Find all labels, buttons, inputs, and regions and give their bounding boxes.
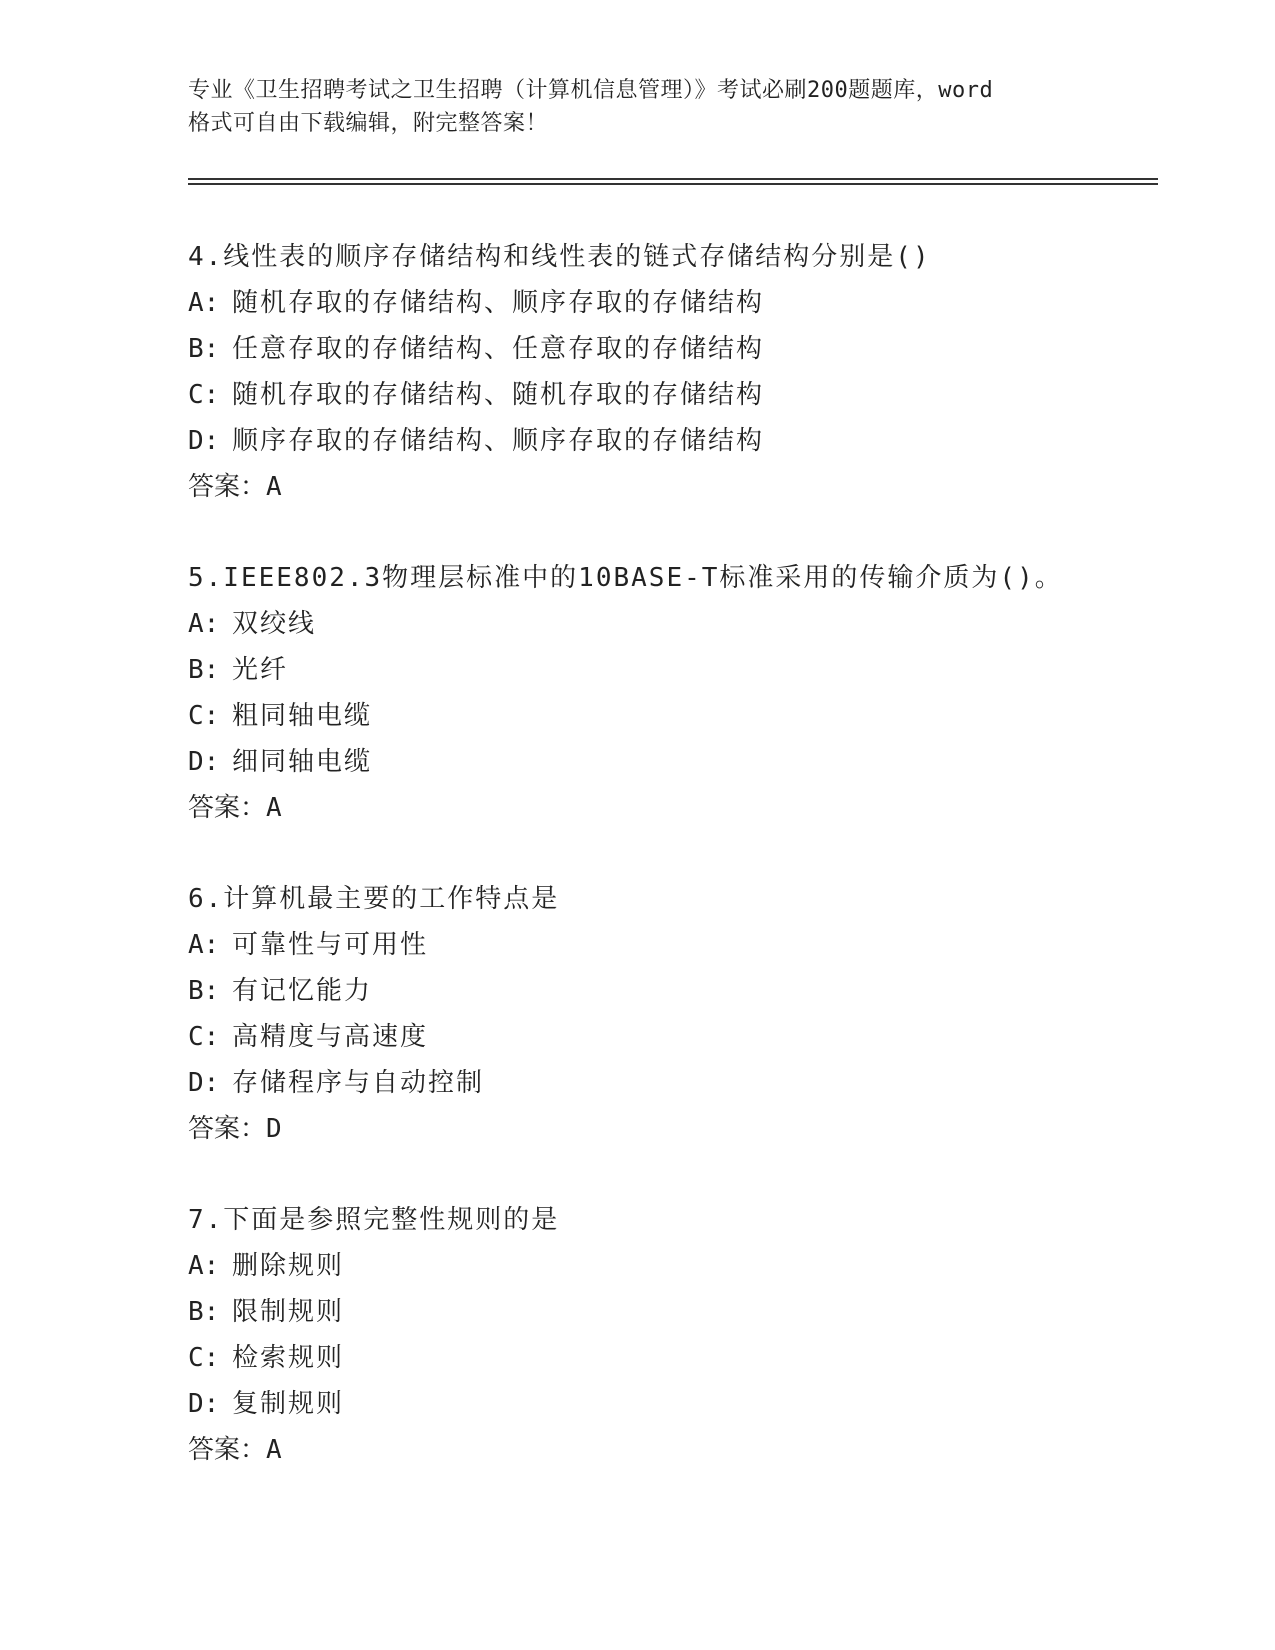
option-letter: B: [188, 334, 220, 364]
option-c [188, 372, 1168, 418]
option-letter: A: [188, 930, 220, 960]
option-letter: B: [188, 655, 220, 685]
option-letter: C: [188, 380, 220, 410]
option-text: 限制规则 [232, 1297, 345, 1327]
option-text: 高精度与高速度 [232, 1022, 429, 1052]
question-stem: 7.下面是参照完整性规则的是 [188, 1205, 560, 1235]
option-c [188, 1335, 1168, 1381]
option-a [188, 922, 1168, 968]
option-letter: A: [188, 1251, 220, 1281]
option-letter: D: [188, 747, 220, 777]
question-block-7 [188, 1197, 1168, 1473]
option-d [188, 1381, 1168, 1427]
question-block-6 [188, 876, 1168, 1152]
option-a [188, 1243, 1168, 1289]
option-text: 删除规则 [232, 1251, 345, 1281]
option-b [188, 968, 1168, 1014]
option-letter: C: [188, 1343, 220, 1373]
option-text: 任意存取的存储结构、任意存取的存储结构 [232, 334, 765, 364]
option-letter: C: [188, 1022, 220, 1052]
header-divider-top [188, 178, 1158, 180]
option-text: 双绞线 [232, 609, 317, 639]
question-stem: 6.计算机最主要的工作特点是 [188, 884, 560, 914]
option-b [188, 326, 1168, 372]
question-block-4 [188, 234, 1168, 510]
question-stem: 4.线性表的顺序存储结构和线性表的链式存储结构分别是() [188, 242, 931, 272]
option-text: 顺序存取的存储结构、顺序存取的存储结构 [232, 426, 765, 456]
option-letter: D: [188, 426, 220, 456]
question-block-5 [188, 555, 1168, 831]
option-letter: B: [188, 976, 220, 1006]
option-letter: D: [188, 1389, 220, 1419]
option-text: 光纤 [232, 655, 289, 685]
option-letter: B: [188, 1297, 220, 1327]
option-text: 细同轴电缆 [232, 747, 373, 777]
option-text: 可靠性与可用性 [232, 930, 429, 960]
option-text: 有记忆能力 [232, 976, 373, 1006]
header-line-2: 格式可自由下载编辑，附完整答案！ [188, 111, 549, 136]
option-b [188, 647, 1168, 693]
option-c [188, 1014, 1168, 1060]
answer-line: 答案：A [188, 1435, 282, 1465]
answer-line: 答案：D [188, 1114, 282, 1144]
answer-line: 答案：A [188, 472, 282, 502]
question-stem: 5.IEEE802.3物理层标准中的10BASE-T标准采用的传输介质为()。 [188, 563, 1063, 593]
option-a [188, 280, 1168, 326]
option-d [188, 739, 1168, 785]
option-d [188, 418, 1168, 464]
option-letter: A: [188, 288, 220, 318]
document-header [188, 74, 1088, 140]
option-text: 随机存取的存储结构、随机存取的存储结构 [232, 380, 765, 410]
option-text: 随机存取的存储结构、顺序存取的存储结构 [232, 288, 765, 318]
option-letter: C: [188, 701, 220, 731]
option-text: 存储程序与自动控制 [232, 1068, 485, 1098]
answer-line: 答案：A [188, 793, 282, 823]
option-a [188, 601, 1168, 647]
header-line-1: 专业《卫生招聘考试之卫生招聘（计算机信息管理）》考试必刷200题题库，word [188, 78, 994, 103]
option-b [188, 1289, 1168, 1335]
option-letter: A: [188, 609, 220, 639]
option-text: 复制规则 [232, 1389, 345, 1419]
option-text: 检索规则 [232, 1343, 345, 1373]
option-c [188, 693, 1168, 739]
option-text: 粗同轴电缆 [232, 701, 373, 731]
option-letter: D: [188, 1068, 220, 1098]
header-divider-bottom [188, 183, 1158, 185]
option-d [188, 1060, 1168, 1106]
